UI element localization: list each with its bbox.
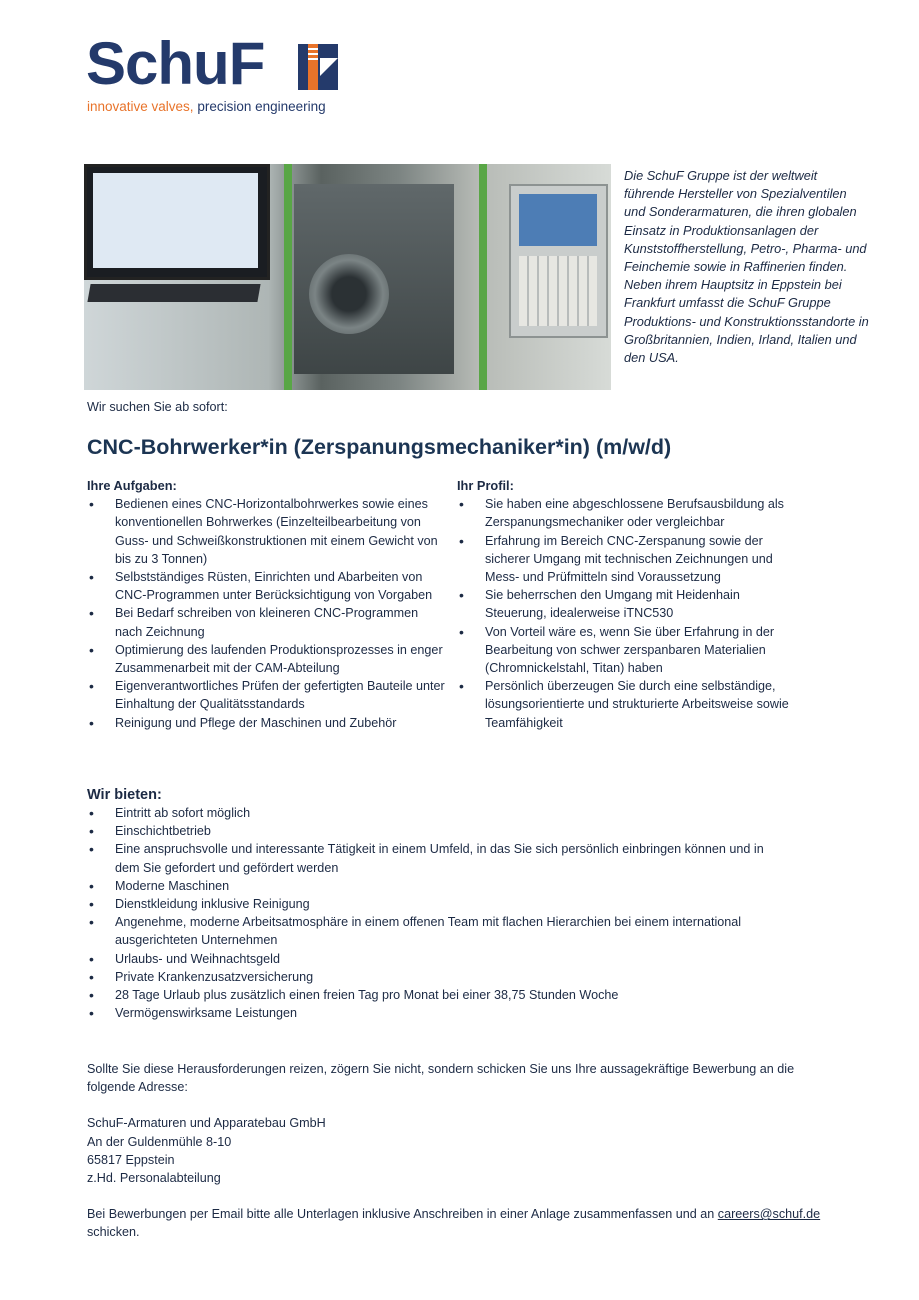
job-title: CNC-Bohrwerker*in (Zerspanungsmechaniker*in) (m/w/d) <box>87 435 672 459</box>
profile-section <box>457 477 792 732</box>
tasks-list-item: • Bei Bedarf schreiben von kleineren CNC-Programmen nach Zeichnung <box>87 604 447 640</box>
offer-list <box>87 804 787 1022</box>
schuf-logo <box>86 30 346 118</box>
postal-address: SchuF-Armaturen und Apparatebau GmbH An der Guldenmühle 8-10 65817 Eppstein z.Hd. Personalabteilung <box>87 1116 326 1186</box>
tasks-list-item: • Bedienen eines CNC-Horizontalbohrwerkes sowie eines konventionellen Bohrwerkes (Einzelteilbearbeitung von Guss- und Schweißkonstruktionen mit einem Gewicht von bis zu 3 Tonnen) <box>87 495 447 568</box>
logo-tagline: innovative valves, precision engineering <box>87 99 326 114</box>
profile-list-item: • Von Vorteil wäre es, wenn Sie über Erfahrung in der Bearbeitung von schwer zerspanbaren Materialien (Chromnickelstahl, Titan) haben <box>457 623 792 678</box>
profile-list-item: • Sie haben eine abgeschlossene Berufsausbildung als Zerspanungsmechaniker oder vergleichbar <box>457 495 792 531</box>
logo-mark-icon <box>298 44 338 90</box>
offer-list-item: • Eine anspruchsvolle und interessante Tätigkeit in einem Umfeld, in das Sie sich persönlich einbringen können und in dem Sie gefordert und gefördert werden <box>87 840 787 876</box>
offer-list-item: • 28 Tage Urlaub plus zusätzlich einen freien Tag pro Monat bei einer 38,75 Stunden Woche <box>87 986 787 1004</box>
profile-heading: Ihr Profil: <box>457 478 514 493</box>
tasks-section <box>87 477 447 732</box>
closing-section <box>87 1060 827 1260</box>
offer-heading: Wir bieten: <box>87 787 162 803</box>
offer-list-item: • Eintritt ab sofort möglich <box>87 804 787 822</box>
offer-list-item: • Moderne Maschinen <box>87 877 787 895</box>
search-line: Wir suchen Sie ab sofort: <box>87 400 228 414</box>
offer-list-item: • Angenehme, moderne Arbeitsatmosphäre in einem offenen Team mit flachen Hierarchien bei einem international ausgerichteten Unternehmen <box>87 913 787 949</box>
profile-list <box>457 495 792 732</box>
workshop-photo <box>84 164 611 390</box>
email-instructions: Bei Bewerbungen per Email bitte alle Unterlagen inklusive Anschreiben in einer Anlage zusammenfassen und an careers@schuf.de schicken. <box>87 1207 821 1240</box>
tasks-heading: Ihre Aufgaben: <box>87 478 177 493</box>
profile-list-item: • Persönlich überzeugen Sie durch eine selbständige, lösungsorientierte und strukturierte Arbeitsweise sowie Teamfähigkeit <box>457 677 792 732</box>
profile-list-item: • Sie beherrschen den Umgang mit Heidenhain Steuerung, idealerweise iTNC530 <box>457 586 792 622</box>
logo-wordmark: SchuF <box>86 30 265 97</box>
profile-list-item: • Erfahrung im Bereich CNC-Zerspanung sowie der sicherer Umgang mit technischen Zeichnungen und Mess- und Prüfmitteln sind Voraussetzung <box>457 532 792 587</box>
tasks-list-item: • Eigenverantwortliches Prüfen der gefertigten Bauteile unter Einhaltung der Qualitätsstandards <box>87 677 447 713</box>
offer-list-item: • Einschichtbetrieb <box>87 822 787 840</box>
offer-section <box>87 786 787 1022</box>
offer-list-item: • Urlaubs- und Weihnachtsgeld <box>87 950 787 968</box>
tasks-list <box>87 495 447 732</box>
email-link[interactable]: careers@schuf.de <box>717 1207 821 1222</box>
application-invite: Sollte Sie diese Herausforderungen reizen, zögern Sie nicht, sondern schicken Sie uns Ihre aussagekräftige Bewerbung an die folgende Adresse: <box>87 1062 795 1095</box>
tasks-list-item: • Reinigung und Pflege der Maschinen und Zubehör <box>87 714 447 732</box>
offer-list-item: • Vermögenswirksame Leistungen <box>87 1004 787 1022</box>
tasks-list-item: • Selbstständiges Rüsten, Einrichten und Abarbeiten von CNC-Programmen unter Berücksichtigung von Vorgaben <box>87 568 447 604</box>
company-intro: Die SchuF Gruppe ist der weltweit führende Hersteller von Spezialventilen und Sonderarmaturen, die ihren globalen Einsatz in Produktionsanlagen der Kunststoffherstellung, Petro-, Pharma- und Feinchemie sowie in Raffinerien finden. Neben ihrem Hauptsitz in Eppstein bei Frankfurt umfasst die SchuF Gruppe Produktions- und Konstruktionsstandorte in Großbritannien, Indien, Irland, Italien und den USA. <box>624 168 869 366</box>
offer-list-item: • Dienstkleidung inklusive Reinigung <box>87 895 787 913</box>
offer-list-item: • Private Krankenzusatzversicherung <box>87 968 787 986</box>
tasks-list-item: • Optimierung des laufenden Produktionsprozesses in enger Zusammenarbeit mit der CAM-Abteilung <box>87 641 447 677</box>
